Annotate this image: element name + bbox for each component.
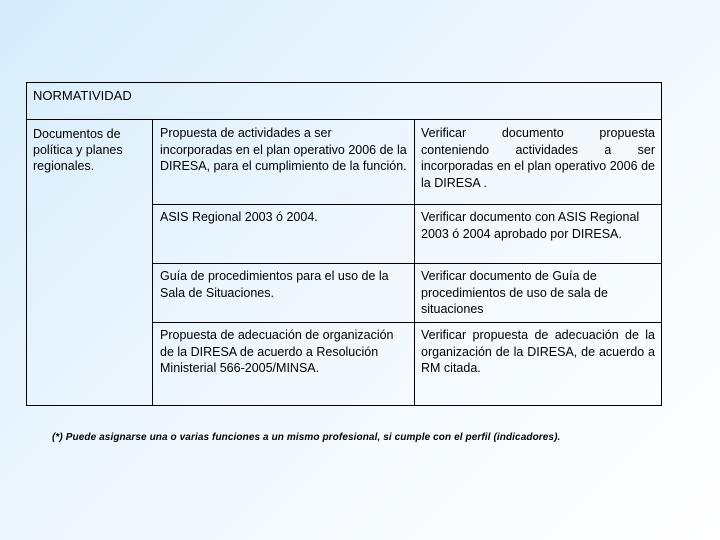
table-header	[26, 82, 662, 120]
table-row-3-verification	[414, 263, 662, 322]
activity-text: Propuesta de adecuación de organización de la DIRESA de acuerdo a Resolución Ministerial 566-2005/MINSA.	[160, 328, 394, 375]
header-title: NORMATIVIDAD	[33, 88, 132, 103]
category-cell	[26, 120, 153, 406]
activity-text: Propuesta de actividades a ser incorporadas en el plan operativo 2006 de la DIRESA, para el cumplimiento de la función.	[160, 126, 407, 173]
verification-text: Verificar documento de Guía de procedimientos de uso de sala de situaciones	[421, 269, 608, 316]
table-row-2-activity	[153, 204, 414, 263]
activity-text: ASIS Regional 2003 ó 2004.	[160, 210, 318, 224]
activity-text: Guía de procedimientos para el uso de la Sala de Situaciones.	[160, 269, 389, 300]
category-text: Documentos de política y planes regionales.	[33, 127, 123, 173]
verification-text: Verificar documento propuesta conteniendo actividades a ser incorporadas en el plan operativo 2006 de la DIRESA .	[421, 126, 655, 190]
verification-text: Verificar documento con ASIS Regional 2003 ó 2004 aprobado por DIRESA.	[421, 210, 640, 241]
table-row-1-activity	[153, 120, 414, 204]
table-row-4-activity	[153, 322, 414, 406]
table-row-3-activity	[153, 263, 414, 322]
footnote: (*) Puede asignarse una o varias funciones a un mismo profesional, si cumple con el perfil (indicadores).	[52, 432, 561, 443]
verification-text: Verificar propuesta de adecuación de la organización de la DIRESA, de acuerdo a RM citada.	[421, 328, 655, 375]
table-row-1-verification	[414, 120, 662, 204]
table-row-2-verification	[414, 204, 662, 263]
table-row-4-verification	[414, 322, 662, 406]
